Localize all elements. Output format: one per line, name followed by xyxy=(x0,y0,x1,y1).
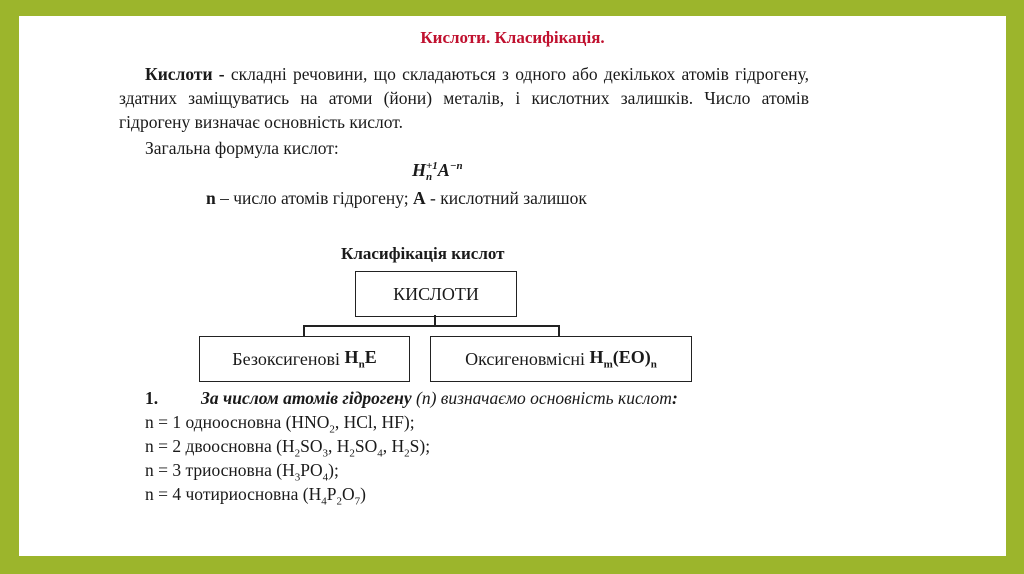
diagram-anoxic-box xyxy=(199,336,410,382)
formula-label: Загальна формула кислот: xyxy=(145,138,339,158)
formula-legend xyxy=(206,188,587,209)
legend-a: А xyxy=(413,188,426,208)
basicity-item: n = 2 двоосновна ($H_2SO_3$, $H_2SO_4$, $H_2S$); xyxy=(145,436,431,460)
formula-h-sup: +1 xyxy=(426,159,438,172)
formula-a: A xyxy=(437,160,450,180)
basicity-item: n = 3 триосновна $(H_3PO_4)$; xyxy=(145,460,339,484)
diagram-connector-vertical xyxy=(434,315,436,325)
legend-n-text: – число атомів гідрогену; xyxy=(215,188,414,208)
basicity-item: n = 1 одноосновна ($HNO_2$, HCl, HF); xyxy=(145,412,415,436)
oxo-formula: $H_m(EO)_n$ xyxy=(589,347,657,371)
diagram-root-label: КИСЛОТИ xyxy=(393,283,479,304)
rule-colon: : xyxy=(671,388,678,408)
definition-text: складні речовини, що складаються з одного або декількох атомів гідрогену, здатних заміщуватись на атоми (йони) металів, і кислотних залишків. Число атомів гідрогену визначає основність кислот. xyxy=(119,64,809,132)
general-formula xyxy=(412,160,463,183)
formula-h: H xyxy=(412,160,427,180)
rule-lead: За числом атомів гідрогену xyxy=(201,388,412,408)
definition-paragraph xyxy=(119,62,809,134)
legend-n: n xyxy=(206,188,216,208)
slide-title: Кислоти. Класифікація. xyxy=(420,28,605,47)
rule-rest: (n) визначаємо основність кислот xyxy=(411,388,672,408)
diagram-oxo-box xyxy=(430,336,692,382)
anoxic-formula: $H_nE$ xyxy=(344,347,377,371)
rule-text xyxy=(201,388,678,409)
anoxic-label: Безоксигенові xyxy=(232,348,341,369)
formula-a-sup: −n xyxy=(449,160,463,172)
diagram-root-box xyxy=(355,271,517,317)
rule-number: 1. xyxy=(145,388,159,408)
formula-h-sub: n xyxy=(426,170,433,183)
diagram-connector-right xyxy=(558,325,560,336)
oxo-label: Оксигеновмісні xyxy=(465,348,586,369)
basicity-item: n = 4 чотириосновна $(H_4P_2O_7)$ xyxy=(145,484,366,508)
legend-a-text: - кислотний залишок xyxy=(425,188,587,208)
diagram-connector-horizontal xyxy=(303,325,559,327)
definition-term: Кислоти - xyxy=(145,64,225,84)
diagram-connector-left xyxy=(303,325,305,336)
slide xyxy=(19,16,1006,556)
classification-title: Класифікація кислот xyxy=(341,244,505,263)
